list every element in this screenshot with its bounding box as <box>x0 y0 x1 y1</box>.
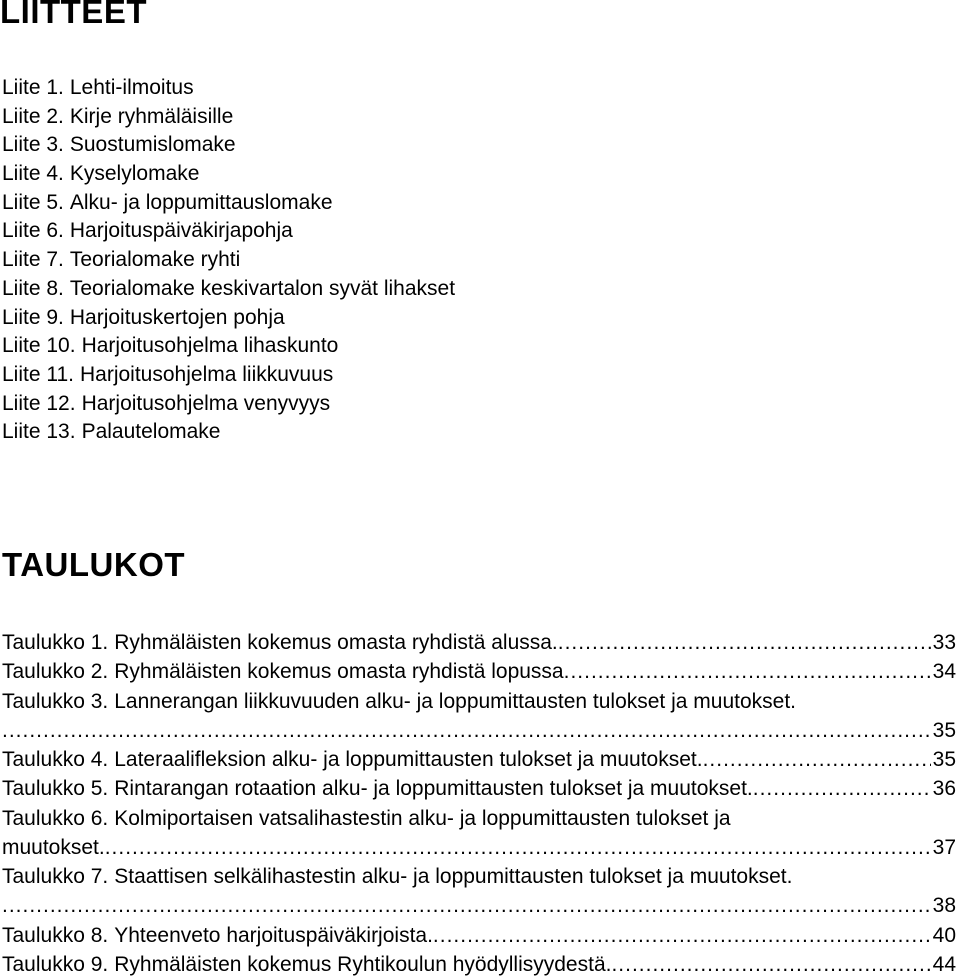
dot-leader <box>2 891 931 920</box>
toc-title: Ryhmäläisten kokemus omasta ryhdistä alussa. <box>114 631 558 654</box>
toc-entry-taulukko-9[interactable] <box>2 950 956 979</box>
toc-title: Lateraalifleksion alku- ja loppumittausten tulokset ja muutokset. <box>114 748 703 771</box>
toc-label: Taulukko 8. <box>2 923 109 947</box>
appendix-number: Liite 9. <box>2 305 64 329</box>
dot-leader <box>105 833 931 862</box>
toc-entry-taulukko-4[interactable] <box>2 745 956 774</box>
appendix-item <box>2 74 455 103</box>
appendix-number: Liite 5. <box>2 190 64 214</box>
toc-entry-taulukko-6[interactable] <box>2 804 956 863</box>
appendix-number: Liite 6. <box>2 219 64 243</box>
appendix-title: Alku- ja loppumittauslomake <box>69 190 333 214</box>
toc-line <box>2 862 956 891</box>
appendix-item <box>2 418 455 447</box>
appendix-number: Liite 1. <box>2 76 64 99</box>
toc-line <box>2 628 956 657</box>
appendix-title: Palautelomake <box>81 420 221 444</box>
appendix-number: Liite 11. <box>2 362 74 386</box>
appendix-list <box>2 74 455 447</box>
toc-title: Rintarangan rotaation alku- ja loppumittausten tulokset ja muutokset. <box>114 777 753 801</box>
dot-leader <box>611 950 930 979</box>
toc-title: Lannerangan liikkuvuuden alku- ja loppumittausten tulokset ja muutokset. <box>114 689 796 713</box>
toc-entry-taulukko-3[interactable] <box>2 687 956 746</box>
appendix-title: Teorialomake keskivartalon syvät lihakset <box>69 276 456 300</box>
toc-page-number: 37 <box>932 835 956 859</box>
appendix-item <box>2 332 455 361</box>
appendix-item <box>2 361 455 390</box>
appendix-number: Liite 10. <box>2 334 76 358</box>
toc-title: Ryhmäläisten kokemus Ryhtikoulun hyödyllisyydestä. <box>114 952 612 976</box>
toc-title: Ryhmäläisten kokemus omasta ryhdistä lopussa <box>114 660 564 684</box>
toc-entry-taulukko-2[interactable] <box>2 657 956 686</box>
toc-title: muutokset. <box>2 835 105 859</box>
toc-label: Taulukko 4. <box>2 748 109 771</box>
toc-title: Kolmiportaisen vatsalihastestin alku- ja loppumittausten tulokset ja <box>114 806 731 830</box>
toc-page-number: 33 <box>932 631 956 654</box>
appendix-number: Liite 7. <box>2 248 64 272</box>
appendix-title: Teorialomake ryhti <box>69 248 241 272</box>
toc-title: Staattisen selkälihastestin alku- ja loppumittausten tulokset ja muutokset. <box>114 865 793 888</box>
toc-page-number: 40 <box>932 923 956 947</box>
toc-line <box>2 687 956 716</box>
table-of-tables <box>2 628 956 979</box>
appendix-title: Harjoituspäiväkirjapohja <box>69 219 293 243</box>
toc-page-number: 35 <box>932 748 956 771</box>
appendix-item <box>2 103 455 132</box>
toc-line <box>2 774 956 803</box>
appendix-item <box>2 217 455 246</box>
appendix-title: Harjoitusohjelma liikkuvuus <box>80 362 334 386</box>
toc-page-number: 36 <box>932 777 956 801</box>
appendices-heading: LIITTEET <box>0 0 147 30</box>
appendix-title: Lehti-ilmoitus <box>69 76 194 99</box>
toc-label: Taulukko 1. <box>2 631 109 654</box>
toc-line <box>2 657 956 686</box>
toc-line <box>2 745 956 774</box>
toc-line <box>2 804 956 833</box>
appendix-item <box>2 390 455 419</box>
dot-leader <box>433 921 931 950</box>
toc-page-number: 34 <box>932 660 956 684</box>
toc-page-number: 44 <box>932 952 956 976</box>
appendix-title: Suostumislomake <box>69 133 236 157</box>
toc-entry-taulukko-1[interactable] <box>2 628 956 657</box>
toc-line <box>2 891 956 920</box>
appendix-title: Harjoitusohjelma venyvyys <box>81 391 331 415</box>
toc-label: Taulukko 5. <box>2 777 109 801</box>
toc-line <box>2 716 956 745</box>
toc-line <box>2 950 956 979</box>
toc-label: Taulukko 7. <box>2 865 109 888</box>
toc-entry-taulukko-7[interactable] <box>2 862 956 921</box>
toc-line <box>2 833 956 862</box>
appendix-title: Harjoitusohjelma lihaskunto <box>81 334 339 358</box>
appendix-item <box>2 275 455 304</box>
toc-page-number: 38 <box>932 894 956 918</box>
dot-leader <box>564 657 931 686</box>
toc-entry-taulukko-5[interactable] <box>2 774 956 803</box>
appendix-number: Liite 8. <box>2 276 64 300</box>
toc-label: Taulukko 9. <box>2 952 109 976</box>
appendix-title: Harjoituskertojen pohja <box>69 305 285 329</box>
appendix-item <box>2 189 455 218</box>
appendix-item <box>2 304 455 333</box>
toc-label: Taulukko 2. <box>2 660 109 684</box>
appendix-number: Liite 12. <box>2 391 76 415</box>
appendix-item <box>2 246 455 275</box>
dot-leader <box>2 716 931 745</box>
appendix-item <box>2 131 455 160</box>
toc-page-number: 35 <box>932 718 956 742</box>
dot-leader <box>753 774 931 803</box>
appendix-number: Liite 3. <box>2 133 64 157</box>
toc-line <box>2 921 956 950</box>
appendix-title: Kirje ryhmäläisille <box>69 104 234 128</box>
tables-heading: TAULUKOT <box>2 546 186 583</box>
dot-leader <box>703 745 931 774</box>
appendix-title: Kyselylomake <box>69 162 200 186</box>
appendix-number: Liite 2. <box>2 104 64 128</box>
toc-title: Yhteenveto harjoituspäiväkirjoista. <box>114 923 433 947</box>
appendix-number: Liite 13. <box>2 420 76 444</box>
appendix-item <box>2 160 455 189</box>
toc-label: Taulukko 6. <box>2 806 109 830</box>
toc-label: Taulukko 3. <box>2 689 109 713</box>
toc-entry-taulukko-8[interactable] <box>2 921 956 950</box>
appendix-number: Liite 4. <box>2 162 64 186</box>
dot-leader <box>558 628 931 657</box>
